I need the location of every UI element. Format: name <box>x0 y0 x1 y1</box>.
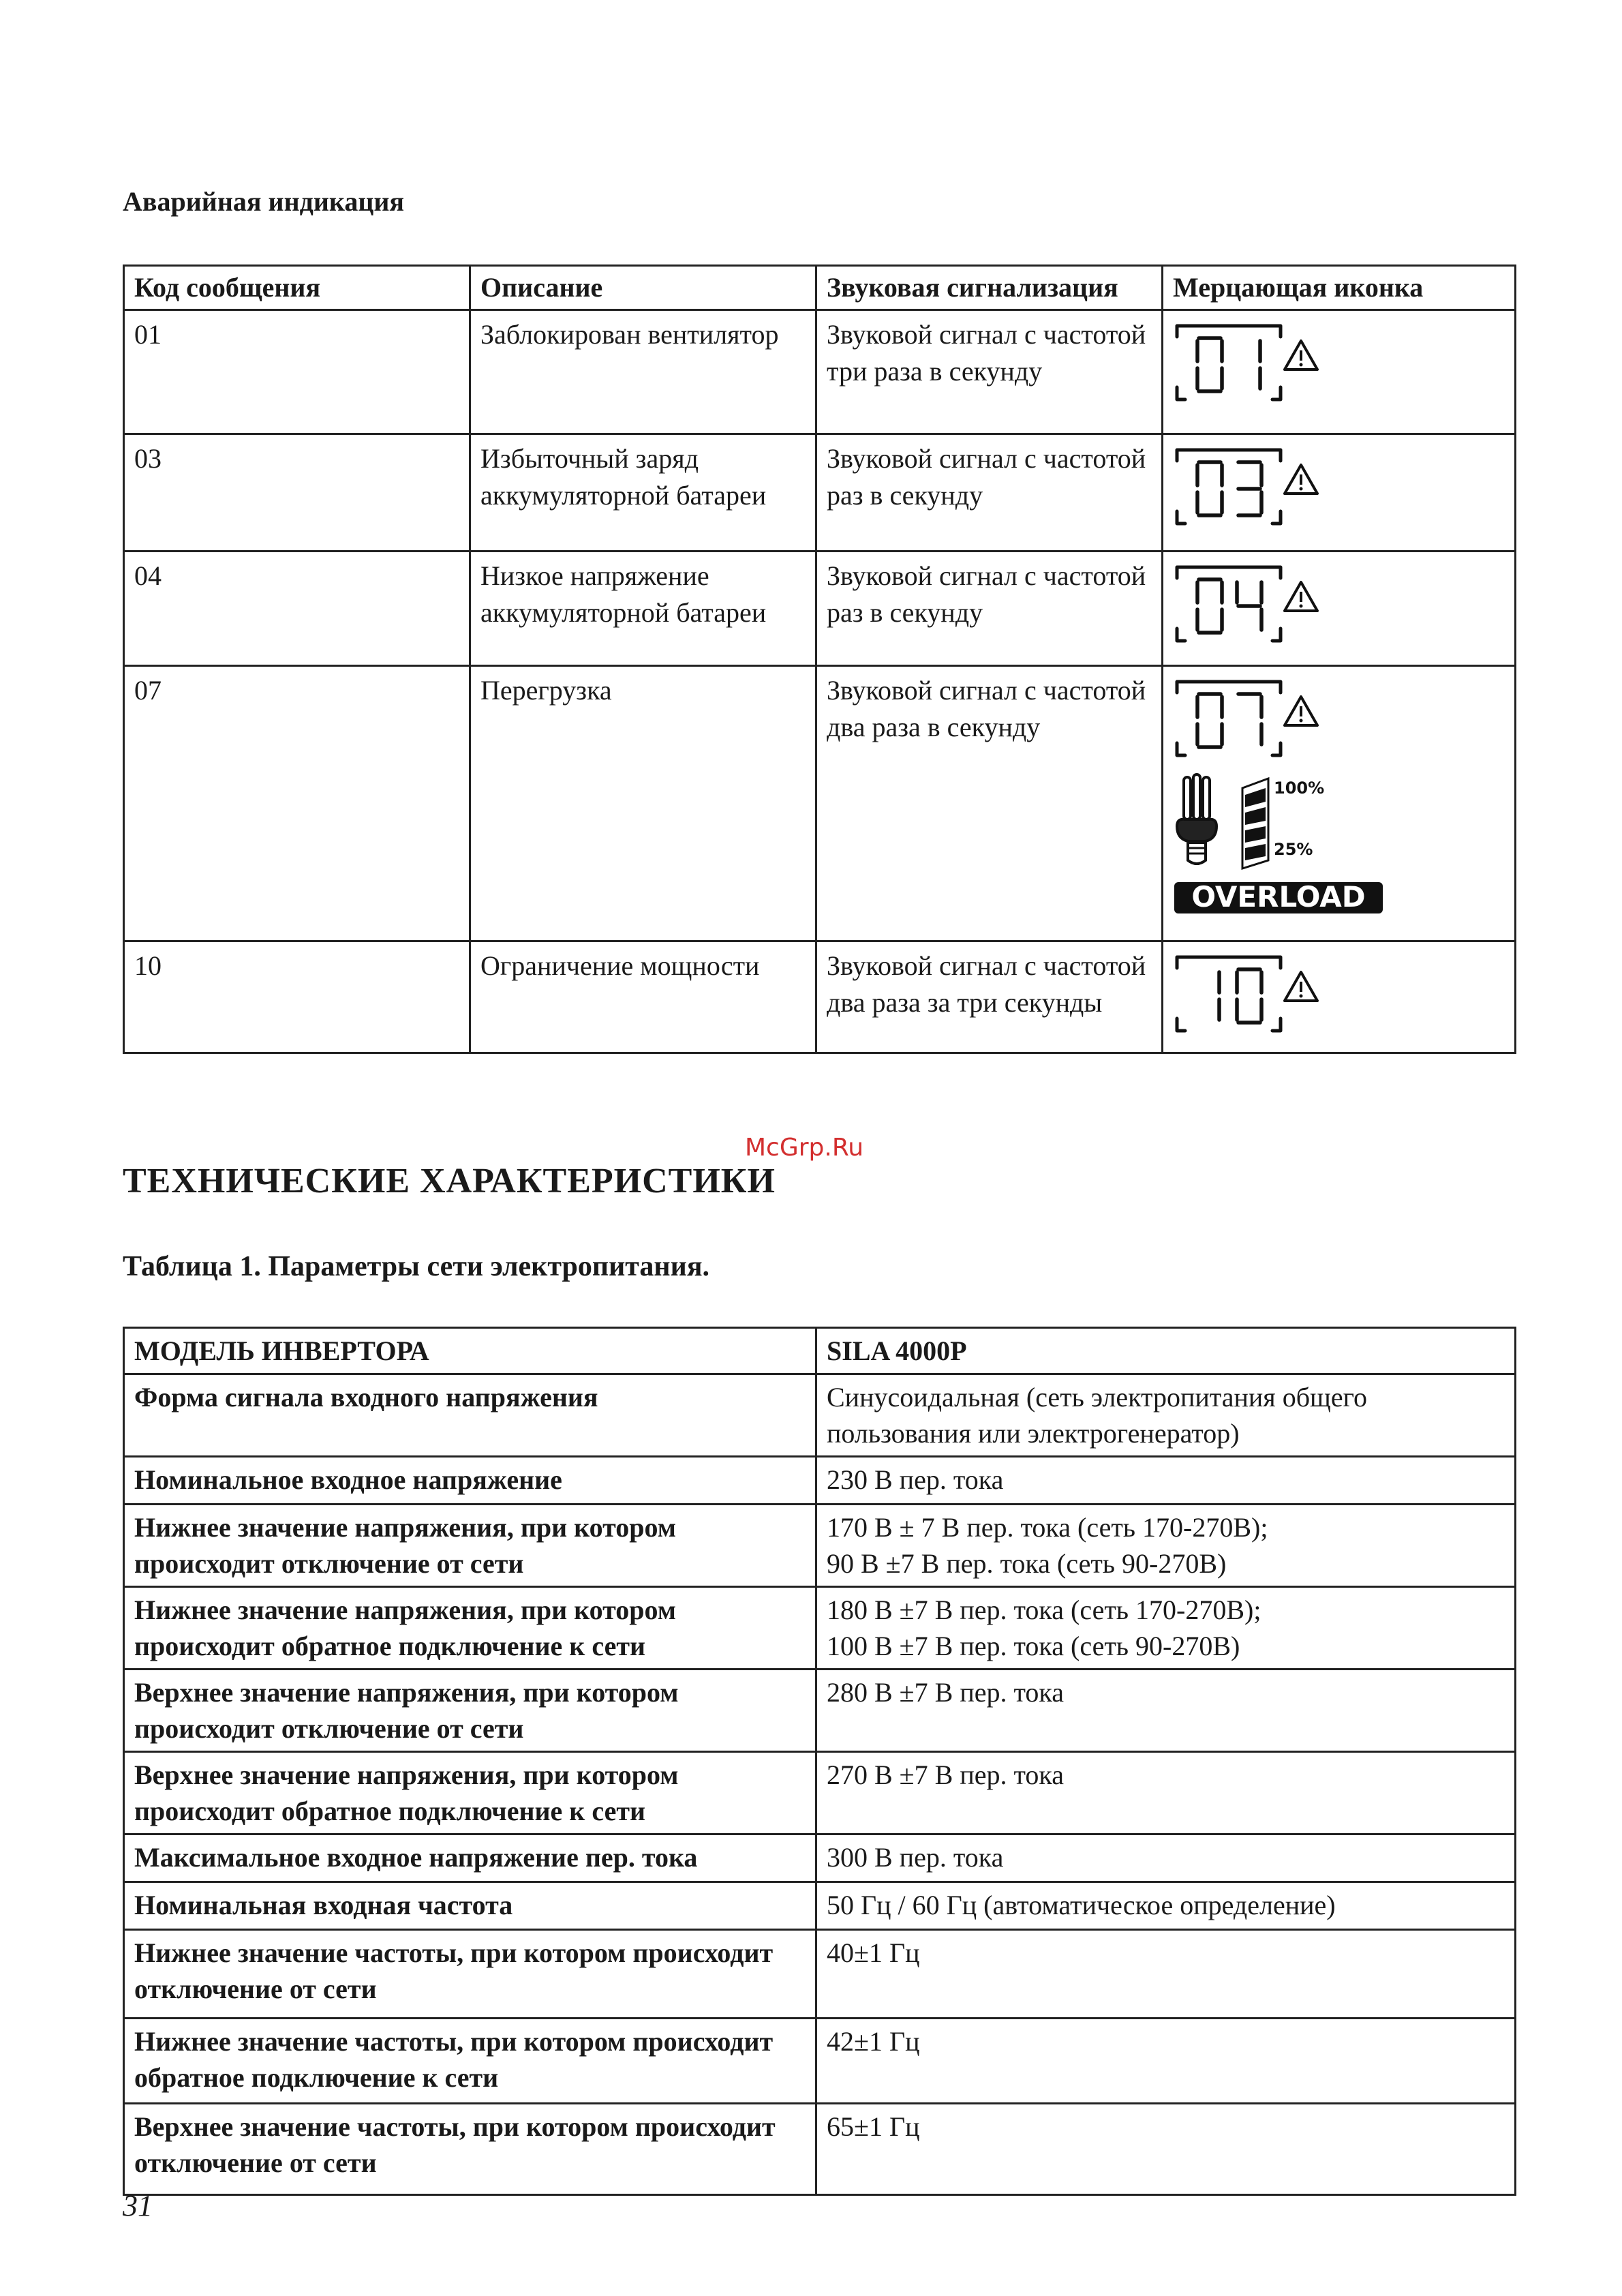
alarm-code: 04 <box>124 552 470 666</box>
alarm-code: 07 <box>124 666 470 941</box>
alarm-code: 01 <box>124 310 470 434</box>
header-icon: Мерцающая иконка <box>1163 266 1516 310</box>
header-description: Описание <box>470 266 816 310</box>
param-name: Номинальная входная частота <box>124 1882 816 1930</box>
param-value <box>816 1505 1516 1587</box>
alarm-sound: Звуковой сигнал с частотой два раза в секунду <box>816 666 1163 941</box>
warning-icon <box>1285 697 1317 725</box>
param-name: Нижнее значение частоты, при котором происходит отключение от сети <box>124 1930 816 2019</box>
alarm-description: Низкое напряжение аккумуляторной батареи <box>470 552 816 666</box>
alarm-icon-cell <box>1163 552 1516 666</box>
lcd-display-01 <box>1172 318 1328 413</box>
alarm-code: 03 <box>124 434 470 552</box>
warning-icon <box>1285 972 1317 1001</box>
param-name: Нижнее значение напряжения, при котором происходит отключение от сети <box>124 1505 816 1587</box>
alarm-sound: Звуковой сигнал с частотой два раза за три секунды <box>816 941 1163 1053</box>
overload-badge <box>1172 879 1390 916</box>
alarm-sound: Звуковой сигнал с частотой раз в секунду <box>816 434 1163 552</box>
param-value: 230 В пер. тока <box>816 1457 1516 1505</box>
table-row <box>124 1587 1516 1670</box>
overload-label: OVERLOAD <box>1191 880 1366 913</box>
param-name: Форма сигнала входного напряжения <box>124 1374 816 1457</box>
warning-icon <box>1285 465 1317 494</box>
alarm-section-title: Аварийная индикация <box>123 186 405 217</box>
alarm-table <box>123 265 1516 1054</box>
param-value-line: 90 В ±7 В пер. тока (сеть 90-270В) <box>827 1548 1227 1579</box>
table-row <box>124 941 1516 1053</box>
alarm-description: Заблокирован вентилятор <box>470 310 816 434</box>
load-min-label: 25% <box>1274 840 1313 859</box>
page-number: 31 <box>123 2189 153 2222</box>
param-name: Номинальное входное напряжение <box>124 1457 816 1505</box>
table-row <box>124 1834 1516 1882</box>
alarm-icon-cell <box>1163 434 1516 552</box>
table-row <box>124 666 1516 941</box>
header-sound: Звуковая сигнализация <box>816 266 1163 310</box>
lcd-frame-icon <box>1177 450 1281 524</box>
watermark-link[interactable]: McGrp.Ru <box>745 1134 864 1162</box>
table-row <box>124 1670 1516 1752</box>
table-row <box>124 1374 1516 1457</box>
header-code: Код сообщения <box>124 266 470 310</box>
table-row <box>124 434 1516 552</box>
alarm-code: 10 <box>124 941 470 1053</box>
warning-icon <box>1285 582 1317 611</box>
tech-title: ТЕХНИЧЕСКИЕ ХАРАКТЕРИСТИКИ <box>123 1162 776 1200</box>
param-value: 50 Гц / 60 Гц (автоматическое определение) <box>816 1882 1516 1930</box>
lcd-display-03 <box>1172 442 1328 537</box>
param-value: 40±1 Гц <box>816 1930 1516 2019</box>
param-value <box>816 1587 1516 1670</box>
table1-title: Таблица 1. Параметры сети электропитания. <box>123 1251 710 1282</box>
param-value: SILA 4000P <box>816 1328 1516 1374</box>
param-value: Синусоидальная (сеть электропитания общего пользования или электрогенератор) <box>816 1374 1516 1457</box>
table-row <box>124 1505 1516 1587</box>
lcd-display-07 <box>1172 674 1328 769</box>
params-table <box>123 1327 1516 2196</box>
table-row <box>124 552 1516 666</box>
load-max-label: 100% <box>1274 779 1325 798</box>
lcd-frame-icon <box>1177 326 1281 399</box>
alarm-icon-cell <box>1163 941 1516 1053</box>
param-name: Верхнее значение напряжения, при котором происходит отключение от сети <box>124 1670 816 1752</box>
table-row <box>124 1930 1516 2019</box>
alarm-sound: Звуковой сигнал с частотой раз в секунду <box>816 552 1163 666</box>
load-indicator <box>1172 770 1390 879</box>
table-row <box>124 1752 1516 1834</box>
table-row <box>124 1882 1516 1930</box>
param-value-line: 170 В ± 7 В пер. тока (сеть 170-270В); <box>827 1512 1268 1543</box>
load-bar-icon <box>1242 779 1268 868</box>
params-header-row <box>124 1328 1516 1374</box>
table-row <box>124 310 1516 434</box>
alarm-description: Перегрузка <box>470 666 816 941</box>
param-name: Верхнее значение напряжения, при котором происходит обратное подключение к сети <box>124 1752 816 1834</box>
table-row <box>124 2104 1516 2195</box>
alarm-sound: Звуковой сигнал с частотой три раза в секунду <box>816 310 1163 434</box>
table-row <box>124 1457 1516 1505</box>
param-value: 270 В ±7 В пер. тока <box>816 1752 1516 1834</box>
lcd-display-10 <box>1172 949 1328 1044</box>
lcd-frame-icon <box>1177 957 1281 1031</box>
table-row <box>124 2019 1516 2104</box>
param-value-line: 100 В ±7 В пер. тока (сеть 90-270В) <box>827 1631 1240 1661</box>
alarm-icon-cell <box>1163 666 1516 941</box>
param-value: 280 В ±7 В пер. тока <box>816 1670 1516 1752</box>
bulb-icon <box>1177 774 1216 864</box>
param-name: МОДЕЛЬ ИНВЕРТОРА <box>124 1328 816 1374</box>
alarm-description: Избыточный заряд аккумуляторной батареи <box>470 434 816 552</box>
param-name: Верхнее значение частоты, при котором происходит отключение от сети <box>124 2104 816 2195</box>
lcd-frame-icon <box>1177 567 1281 641</box>
param-name: Нижнее значение частоты, при котором происходит обратное подключение к сети <box>124 2019 816 2104</box>
alarm-table-header <box>124 266 1516 310</box>
param-value: 300 В пер. тока <box>816 1834 1516 1882</box>
lcd-frame-icon <box>1177 682 1281 755</box>
warning-icon <box>1285 341 1317 369</box>
alarm-icon-cell <box>1163 310 1516 434</box>
lcd-display-04 <box>1172 559 1328 654</box>
param-value: 42±1 Гц <box>816 2019 1516 2104</box>
alarm-description: Ограничение мощности <box>470 941 816 1053</box>
param-value: 65±1 Гц <box>816 2104 1516 2195</box>
param-value-line: 180 В ±7 В пер. тока (сеть 170-270В); <box>827 1595 1261 1625</box>
param-name: Максимальное входное напряжение пер. тока <box>124 1834 816 1882</box>
param-name: Нижнее значение напряжения, при котором происходит обратное подключение к сети <box>124 1587 816 1670</box>
